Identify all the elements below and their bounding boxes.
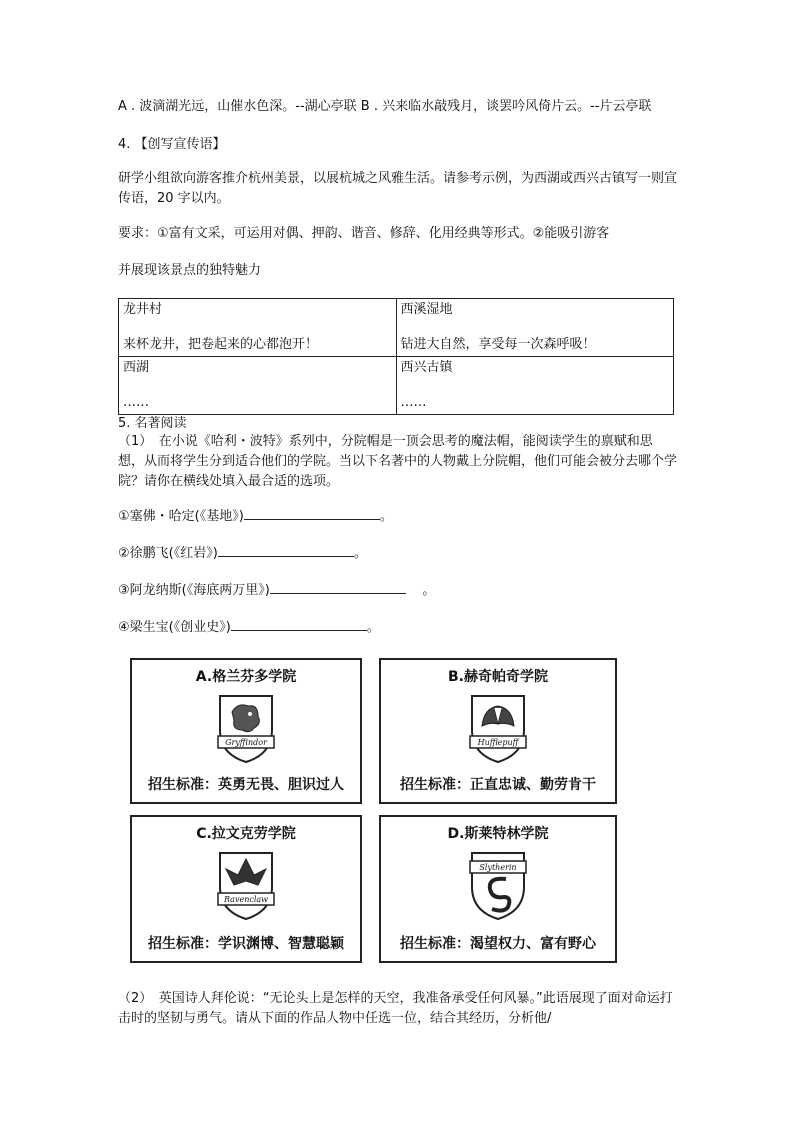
svg-text:Slytherin: Slytherin xyxy=(479,863,517,872)
slogan-text: 来杯龙井，把卷起来的心都泡开！ xyxy=(123,337,319,352)
admission-standard: 招生标准：学识渊博、智慧聪颖 xyxy=(148,936,344,952)
q5-part1: （1） 在小说《哈利・波特》系列中，分院帽是一顶会思考的魔法帽，能阅读学生的禀赋和思想，从而将学生分到适合他们的学院。当以下名著中的人物戴上分院帽，他们可能会被分去哪个学院？请你在横线处填入最合适的选项。 xyxy=(118,434,678,489)
q5-heading: 5. 名著阅读 xyxy=(118,416,187,431)
answer-blank[interactable] xyxy=(231,617,367,631)
blank-label: ②徐鹏飞(《红岩》) xyxy=(118,546,218,561)
blank-label: ③阿龙纳斯(《海底两万里》) xyxy=(118,583,270,598)
lion-crest-icon xyxy=(214,690,278,766)
place-name: 西湖 xyxy=(123,360,150,375)
house-title: C.拉文克劳学院 xyxy=(196,826,296,842)
blank-end: 。 xyxy=(366,620,380,635)
slogan-text: …… xyxy=(400,395,427,410)
q4-heading: 4. 【创写宣传语】 xyxy=(118,137,226,152)
blank-end: 。 xyxy=(422,583,436,598)
intro-options: A . 波滴湖光远，山催水色深。--湖心亭联 B . 兴来临水敲残月，谈罢吟风倚片云。--片云亭联 xyxy=(118,99,652,114)
table-cell-xihu xyxy=(119,357,397,415)
house-card-hufflepuff xyxy=(379,658,617,804)
serpent-crest-icon xyxy=(466,847,530,923)
svg-text:Hufflepuff: Hufflepuff xyxy=(477,738,519,747)
blank-end: 。 xyxy=(353,546,367,561)
svg-text:Ravenclaw: Ravenclaw xyxy=(223,895,269,904)
blank-end: 。 xyxy=(379,509,393,524)
blank-line-3 xyxy=(118,580,435,601)
admission-standard: 招生标准：英勇无畏、胆识过人 xyxy=(148,777,344,793)
house-card-gryffindor xyxy=(130,658,362,804)
place-name: 西溪湿地 xyxy=(400,302,453,317)
admission-standard: 招生标准：渴望权力、富有野心 xyxy=(400,936,596,952)
slogan-text: …… xyxy=(123,395,149,410)
q5-part2: （2） 英国诗人拜伦说：“无论头上是怎样的天空，我准备承受任何风暴。”此语展现了面对命运打击时的坚韧与勇气。请从下面的作品人物中任选一位，结合其经历，分析他/ xyxy=(118,991,673,1026)
blank-label: ④梁生宝(《创业史》) xyxy=(118,620,231,635)
blank-line-4 xyxy=(118,617,380,638)
eagle-crest-icon xyxy=(214,847,278,923)
place-name: 龙井村 xyxy=(123,302,163,317)
table-cell-longjing xyxy=(119,299,397,357)
slogan-table xyxy=(118,298,674,415)
q4-requirements-cont: 并展现该景点的独特魅力 xyxy=(118,263,262,278)
q4-task: 研学小组欲向游客推介杭州美景，以展杭城之风雅生活。请参考示例，为西湖或西兴古镇写一则宣传语，20 字以内。 xyxy=(118,171,678,206)
house-title: B.赫奇帕奇学院 xyxy=(448,669,548,685)
badger-crest-icon xyxy=(466,690,530,766)
table-cell-xixing xyxy=(396,357,674,415)
q4-requirements: 要求：①富有文采，可运用对偶、押韵、谐音、修辞、化用经典等形式。②能吸引游客 xyxy=(118,226,610,241)
house-title: A.格兰芬多学院 xyxy=(195,669,297,685)
house-card-slytherin xyxy=(379,815,617,963)
admission-standard: 招生标准：正直忠诚、勤劳肯干 xyxy=(400,777,596,793)
answer-blank[interactable] xyxy=(244,506,380,520)
place-name: 西兴古镇 xyxy=(400,360,453,375)
slogan-text: 钻进大自然，享受每一次森呼吸！ xyxy=(400,337,596,352)
table-cell-xixi xyxy=(396,299,674,357)
answer-blank[interactable] xyxy=(270,580,406,594)
svg-text:Gryffindor: Gryffindor xyxy=(225,738,267,747)
house-card-ravenclaw xyxy=(130,815,362,963)
blank-line-2 xyxy=(118,543,367,564)
blank-label: ①塞佛・哈定(《基地》) xyxy=(118,509,244,524)
answer-blank[interactable] xyxy=(218,543,354,557)
house-title: D.斯莱特林学院 xyxy=(447,826,549,842)
blank-line-1 xyxy=(118,506,393,527)
